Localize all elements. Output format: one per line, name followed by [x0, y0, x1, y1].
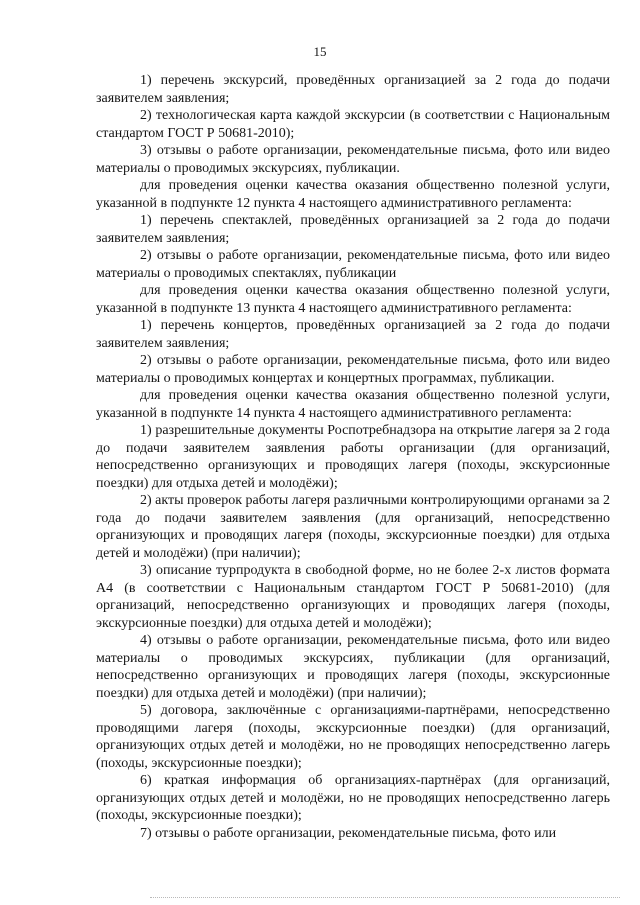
paragraph: 4) отзывы о работе организации, рекомендательные письма, фото или видео материалы о проводимых экскурсиях, публикации (для организаций, непосредственно организующих и проводящих лагеря (походы, экскурсионные поездки) для отдыха детей и молодёжи) (при наличии); [96, 633, 610, 701]
paragraph: для проведения оценки качества оказания общественно полезной услуги, указанной в подпункте 13 пункта 4 настоящего административного регламента: [96, 283, 610, 316]
paragraph: 2) технологическая карта каждой экскурсии (в соответствии с Национальным стандартом ГОСТ Р 50681-2010); [96, 108, 610, 141]
paragraph: 3) описание турпродукта в свободной форме, но не более 2-х листов формата А4 (в соответствии с Национальным стандартом ГОСТ Р 50681-2010) (для организаций, непосредственно организующих и проводящих лагеря (походы, экскурсионные поездки) для отдыха детей и молодёжи); [96, 563, 610, 631]
paragraph: 5) договора, заключённые с организациями-партнёрами, непосредственно проводящими лагеря (походы, экскурсионные поездки) (для организаций, организующих отдых детей и молодёжи, но не проводящих непосредственно лагерь (походы, экскурсионные поездки); [96, 703, 610, 771]
paragraph: 1) перечень экскурсий, проведённых организацией за 2 года до подачи заявителем заявления; [96, 73, 610, 106]
paragraph: 6) краткая информация об организациях-партнёрах (для организаций, организующих отдых детей и молодёжи, но не проводящих непосредственно лагерь (походы, экскурсионные поездки); [96, 773, 610, 823]
paragraph: 2) отзывы о работе организации, рекомендательные письма, фото или видео материалы о проводимых концертах и концертных программах, публикации. [96, 353, 610, 386]
paragraph: для проведения оценки качества оказания общественно полезной услуги, указанной в подпункте 12 пункта 4 настоящего административного регламента: [96, 178, 610, 211]
paragraph: 7) отзывы о работе организации, рекомендательные письма, фото или [140, 825, 557, 841]
paragraph: 2) отзывы о работе организации, рекомендательные письма, фото или видео материалы о проводимых спектаклях, публикации [96, 248, 610, 281]
paragraph: 2) акты проверок работы лагеря различными контролирующими органами за 2 года до подачи заявителем заявления (для организаций, непосредственно организующих и проводящих лагеря (походы, экскурсионные поездки) для отдыха детей и молодёжи) (при наличии); [96, 493, 610, 561]
paragraph: 1) перечень концертов, проведённых организацией за 2 года до подачи заявителем заявления; [96, 318, 610, 351]
paragraph: 1) перечень спектаклей, проведённых организацией за 2 года до подачи заявителем заявления; [96, 213, 610, 246]
page-number: 15 [313, 44, 327, 59]
paragraph: для проведения оценки качества оказания общественно полезной услуги, указанной в подпункте 14 пункта 4 настоящего административного регламента: [96, 388, 610, 421]
bottom-divider [150, 897, 620, 898]
paragraph: 1) разрешительные документы Роспотребнадзора на открытие лагеря за 2 года до подачи заявителем заявления работы организации (для организаций, непосредственно организующих и проводящих лагеря (походы, экскурсионные поездки) для отдыха детей и молодёжи); [96, 423, 610, 491]
document-body [96, 72, 610, 842]
paragraph: 3) отзывы о работе организации, рекомендательные письма, фото или видео материалы о проводимых экскурсиях, публикации. [96, 143, 610, 176]
